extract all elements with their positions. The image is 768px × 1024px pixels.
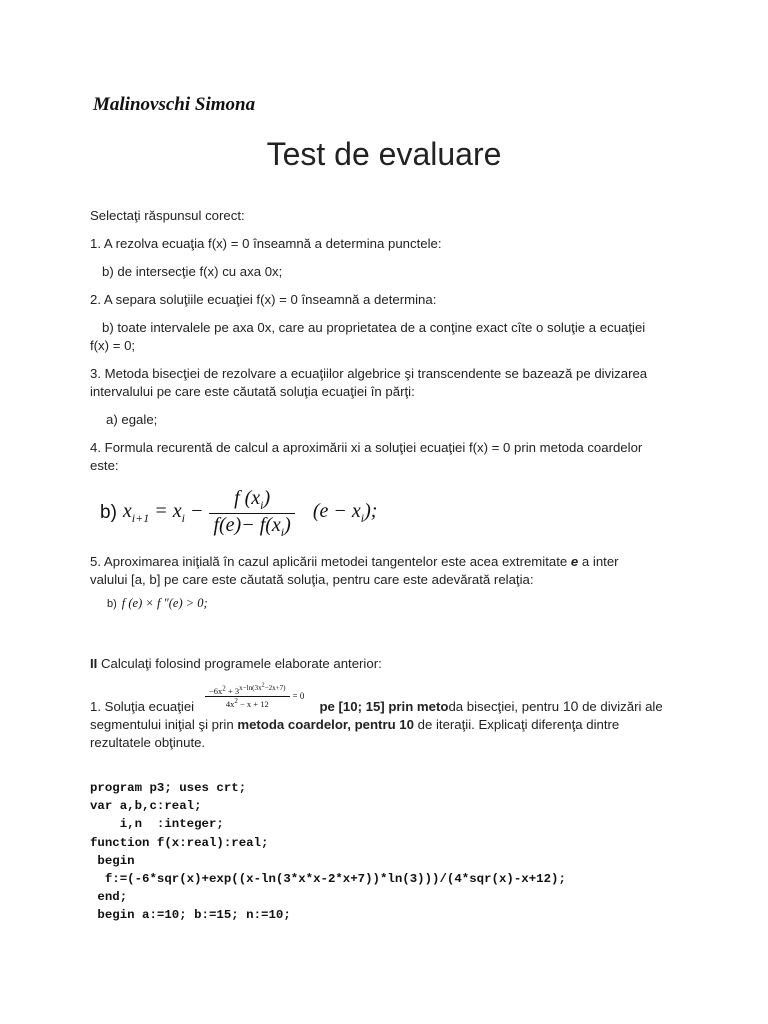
formula-chord-method	[100, 484, 377, 542]
task-1-line2: segmentului iniţial şi prin metoda coardelor, pentru 10 de iteraţii. Explicaţi diferenţa dintre	[90, 717, 620, 732]
author-signature: Malinovschi Simona	[93, 94, 256, 115]
answer-2-line2: f(x) = 0;	[90, 338, 136, 353]
question-5-line2: valului [a, b] pe care este căutată soluţia, pentru care este adevărată relaţia:	[90, 572, 534, 587]
question-4-line2: este:	[90, 458, 119, 473]
answer-2-line1: b) toate intervalele pe axa 0x, care au proprietatea de a conţine exact cîte o soluţie a ecuaţiei	[102, 320, 646, 335]
equation-small: $\frac{-6x^2 + 3^{x-ln(3x^2-2x+7)}}{4x^2 - x + 12}$ = 0	[205, 683, 304, 709]
answer-1: b) de intersecţie f(x) cu axa 0x;	[102, 264, 283, 279]
formula-tangent-condition: b) f (e) × f ″(e) > 0;	[107, 596, 208, 610]
question-3-line1: 3. Metoda bisecţiei de rezolvare a ecuaţiilor algebrice şi transcendente se bazează pe divizarea	[90, 366, 648, 381]
answer-3: a) egale;	[106, 412, 158, 427]
code-line: function f(x:real):real;	[90, 835, 269, 850]
task-1-line3: rezultatele obţinute.	[90, 735, 206, 750]
code-line: i,n :integer;	[90, 817, 224, 832]
formula-5-label: b)	[107, 597, 117, 610]
task-1-line1: 1. Soluţia ecuaţiei pe [10; 15] prin metoda bisecţiei, pentru 10 de divizări ale	[90, 698, 663, 714]
code-line: f:=(-6*sqr(x)+exp((x-ln(3*x*x-2*x+7))*ln(3)))/(4*sqr(x)-x+12);	[90, 872, 566, 887]
formula-rhs: $(e - x_i)$;	[312, 500, 378, 525]
formula-fraction: $\frac{f (x_i)}{f(e)- f(x_i)}$	[209, 487, 294, 540]
instruction-part1: Selectaţi răspunsul corect:	[90, 208, 245, 223]
question-5-line1: 5. Aproximarea iniţială în cazul aplicării metodei tangentelor este acea extremitate e a inter	[90, 554, 619, 569]
question-1: 1. A rezolva ecuaţia f(x) = 0 înseamnă a determina punctele:	[90, 236, 442, 251]
formula-answer-label: b)	[100, 502, 117, 523]
question-2: 2. A separa soluţiile ecuaţiei f(x) = 0 înseamnă a determina:	[90, 292, 437, 307]
code-line: begin a:=10; b:=15; n:=10;	[90, 908, 291, 923]
code-line: program p3; uses crt;	[90, 781, 247, 795]
code-block	[90, 779, 566, 925]
code-line: begin	[90, 853, 135, 868]
instruction-part2: II Calculaţi folosind programele elaborate anterior:	[90, 656, 382, 671]
formula-lhs: $x_{i+1} = x_i$ −	[122, 500, 204, 525]
page-title: Test de evaluare	[266, 136, 502, 172]
code-line: end;	[90, 890, 128, 905]
question-4-line1: 4. Formula recurentă de calcul a aproximării xi a soluţiei ecuaţiei f(x) = 0 prin metoda coardelor	[90, 440, 643, 455]
question-3-line2: intervalului pe care este căutată soluţia ecuaţiei în părţi:	[90, 384, 415, 399]
code-line: var a,b,c:real;	[90, 799, 202, 814]
